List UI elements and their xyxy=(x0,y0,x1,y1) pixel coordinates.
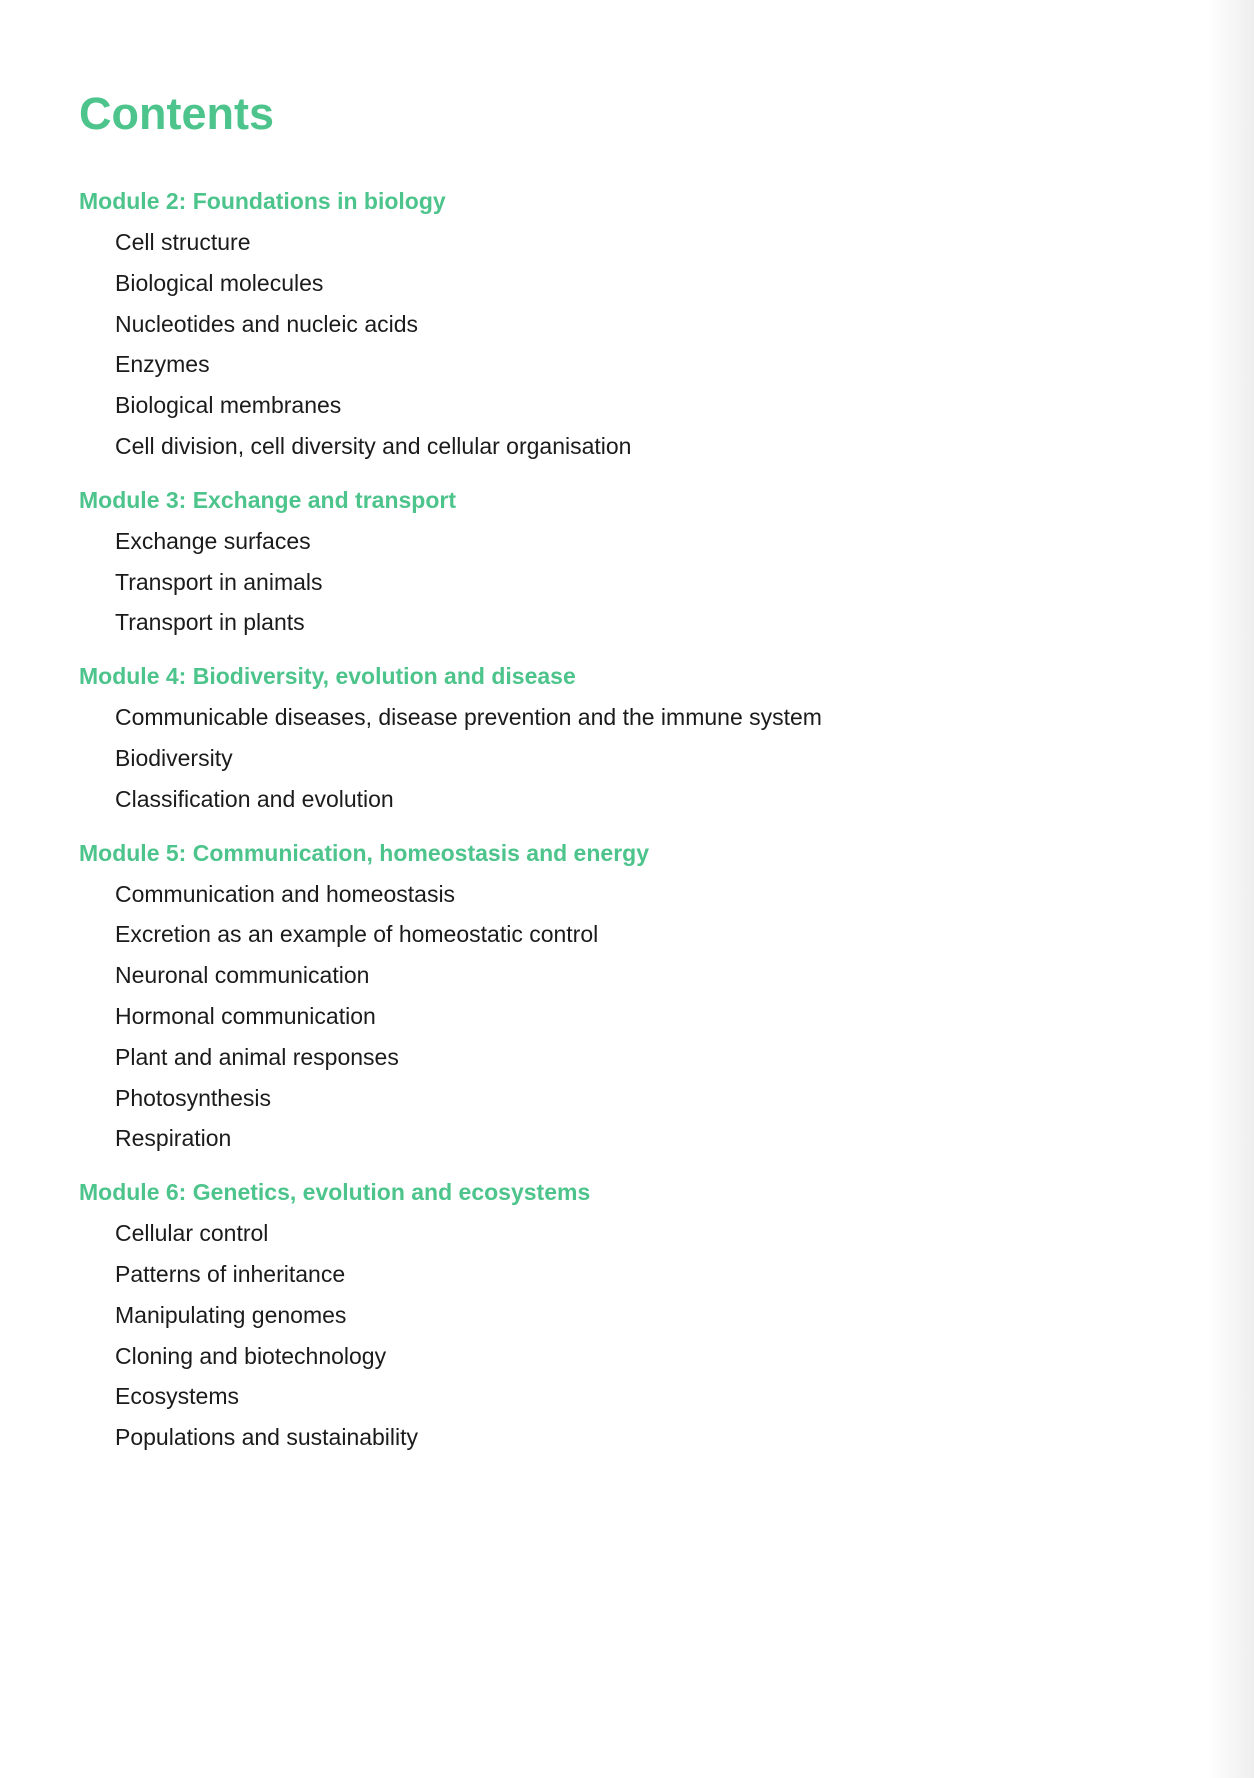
module-heading[interactable]: Module 2: Foundations in biology xyxy=(79,188,446,214)
module-heading[interactable]: Module 6: Genetics, evolution and ecosystems xyxy=(79,1179,591,1206)
topic-item[interactable]: Plant and animal responses xyxy=(115,1043,399,1070)
topic-item[interactable]: Excretion as an example of homeostatic control xyxy=(115,921,599,948)
topic-item[interactable]: Transport in animals xyxy=(115,568,323,595)
page-title: Contents xyxy=(79,88,274,139)
topic-item[interactable]: Neuronal communication xyxy=(115,962,370,989)
module-heading[interactable]: Module 4: Biodiversity, evolution and disease xyxy=(79,663,576,690)
topic-item[interactable]: Transport in plants xyxy=(115,609,305,636)
topic-list xyxy=(79,697,1179,819)
topic-item[interactable]: Classification and evolution xyxy=(115,785,394,812)
topic-item[interactable]: Cell division, cell diversity and cellular organisation xyxy=(115,432,632,459)
topic-item[interactable]: Biological membranes xyxy=(115,392,342,419)
topic-list xyxy=(79,222,1179,467)
topic-list xyxy=(79,1213,1179,1458)
topic-item[interactable]: Manipulating genomes xyxy=(115,1301,347,1328)
topic-item[interactable]: Biodiversity xyxy=(115,744,233,771)
topic-item[interactable]: Cell structure xyxy=(115,229,251,255)
module-2-section xyxy=(79,184,1179,467)
topic-item[interactable]: Nucleotides and nucleic acids xyxy=(115,310,419,337)
topic-item[interactable]: Populations and sustainability xyxy=(115,1424,419,1451)
module-4-section xyxy=(79,659,1179,819)
topic-item[interactable]: Biological molecules xyxy=(115,269,324,296)
topic-list xyxy=(79,521,1179,643)
module-heading[interactable]: Module 5: Communication, homeostasis and energy xyxy=(79,839,649,866)
module-5-section xyxy=(79,836,1179,1160)
module-6-section xyxy=(79,1175,1179,1458)
topic-item[interactable]: Photosynthesis xyxy=(115,1084,271,1111)
module-3-section xyxy=(79,483,1179,643)
table-of-contents xyxy=(79,184,1179,1458)
page-edge-shadow xyxy=(1208,0,1254,1778)
topic-item[interactable]: Hormonal communication xyxy=(115,1002,376,1029)
topic-item[interactable]: Communication and homeostasis xyxy=(115,880,456,907)
topic-item[interactable]: Cellular control xyxy=(115,1220,269,1247)
topic-item[interactable]: Enzymes xyxy=(115,351,210,378)
topic-item[interactable]: Exchange surfaces xyxy=(115,527,311,554)
contents-page xyxy=(79,84,1179,1474)
topic-item[interactable]: Cloning and biotechnology xyxy=(115,1342,387,1369)
topic-list xyxy=(79,874,1179,1160)
module-heading[interactable]: Module 3: Exchange and transport xyxy=(79,486,456,513)
topic-item[interactable]: Communicable diseases, disease prevention and the immune system xyxy=(115,704,822,731)
topic-item[interactable]: Ecosystems xyxy=(115,1383,239,1410)
topic-item[interactable]: Patterns of inheritance xyxy=(115,1260,346,1287)
topic-item[interactable]: Respiration xyxy=(115,1125,232,1152)
